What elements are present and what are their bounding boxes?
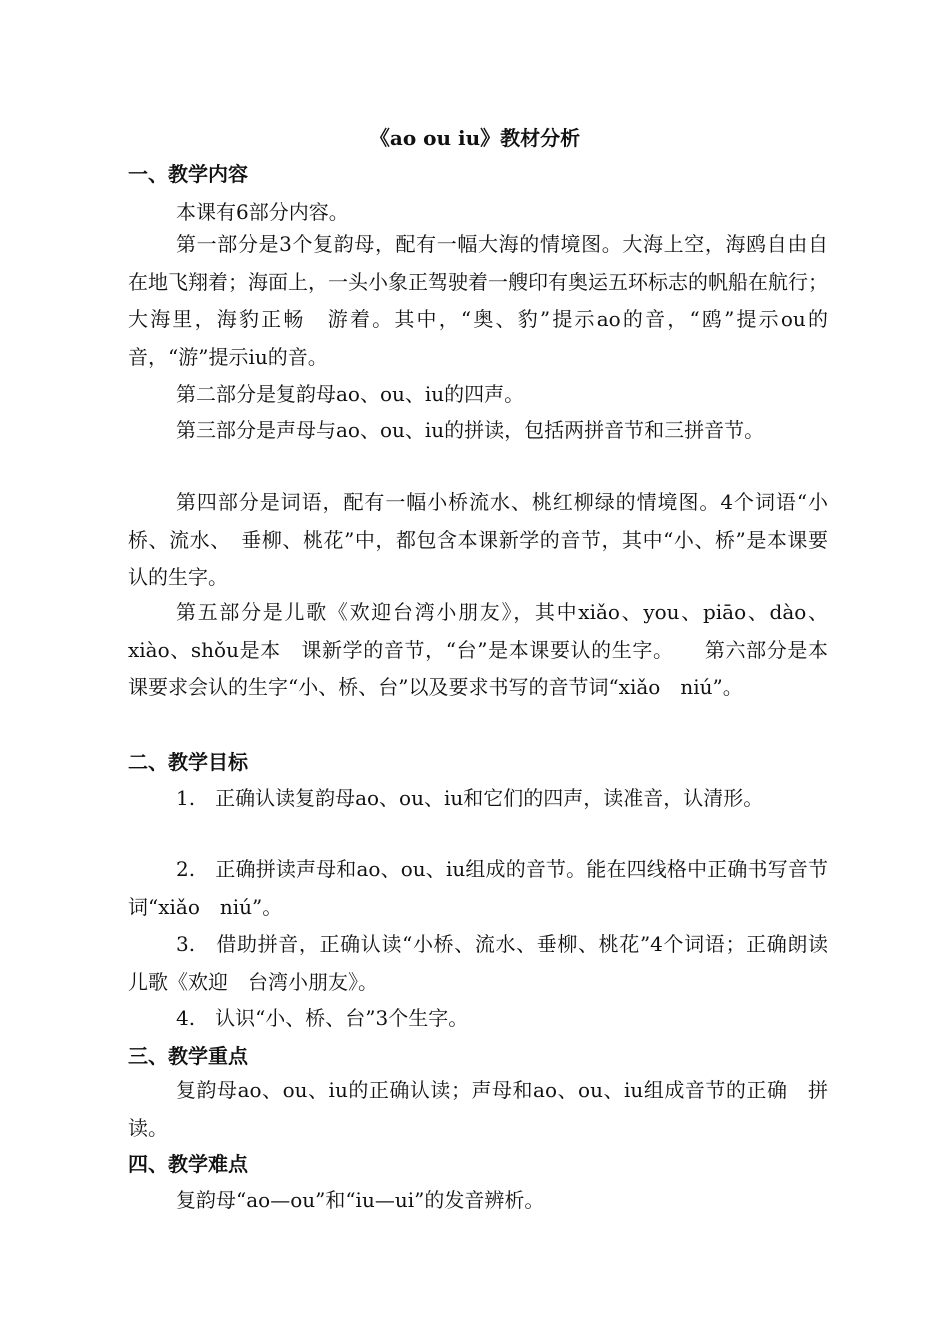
paragraph: 复韵母ao、ou、iu的正确认读；声母和ao、ou、iu组成音节的正确 拼读。 xyxy=(128,1078,828,1140)
paragraph: 第五部分是儿歌《欢迎台湾小朋友》，其中xiǎo、you、piāo、dào、xiào、shǒu是本 课新学的音节，“台”是本课要认的生字。 第六部分是本课要求会认的生字“小、桥、台”以及要求书写的音节词“xiǎo niú”。 xyxy=(128,600,828,699)
document-title: 《ao ou iu》教材分析 xyxy=(369,126,581,150)
paragraph: 复韵母“ao—ou”和“iu—ui”的发音辨析。 xyxy=(176,1188,545,1212)
paragraph: 本课有6部分内容。 xyxy=(176,200,349,224)
paragraph: 3. 借助拼音，正确认读“小桥、流水、垂柳、桃花”4个词语；正确朗读儿歌《欢迎 台湾小朋友》。 xyxy=(128,932,828,994)
paragraph: 第四部分是词语，配有一幅小桥流水、桃红柳绿的情境图。4个词语“小桥、流水、 垂柳、桃花”中，都包含本课新学的音节，其中“小、桥”是本课要认的生字。 xyxy=(128,490,828,589)
paragraph: 第一部分是3个复韵母，配有一幅大海的情境图。大海上空，海鸥自由自在地飞翔着；海面上，一头小象正驾驶着一艘印有奥运五环标志的帆船在航行；大海里，海豹正畅 游着。其中，“奥、豹”提示ao的音，“鸥”提示ou的音，“游”提示iu的音。 xyxy=(128,232,828,369)
paragraph: 2. 正确拼读声母和ao、ou、iu组成的音节。能在四线格中正确书写音节词“xiǎo niú”。 xyxy=(128,857,828,919)
paragraph: 1. 正确认读复韵母ao、ou、iu和它们的四声，读准音，认清形。 xyxy=(176,786,764,810)
paragraph: 第二部分是复韵母ao、ou、iu的四声。 xyxy=(176,382,525,406)
paragraph: 第三部分是声母与ao、ou、iu的拼读，包括两拼音节和三拼音节。 xyxy=(176,418,765,442)
paragraph: 4. 认识“小、桥、台”3个生字。 xyxy=(176,1006,469,1030)
section-heading-key-points: 三、教学重点 xyxy=(128,1044,248,1068)
section-heading-goals: 二、教学目标 xyxy=(128,750,248,774)
section-heading-content: 一、教学内容 xyxy=(128,162,248,186)
section-heading-difficulties: 四、教学难点 xyxy=(128,1152,248,1176)
